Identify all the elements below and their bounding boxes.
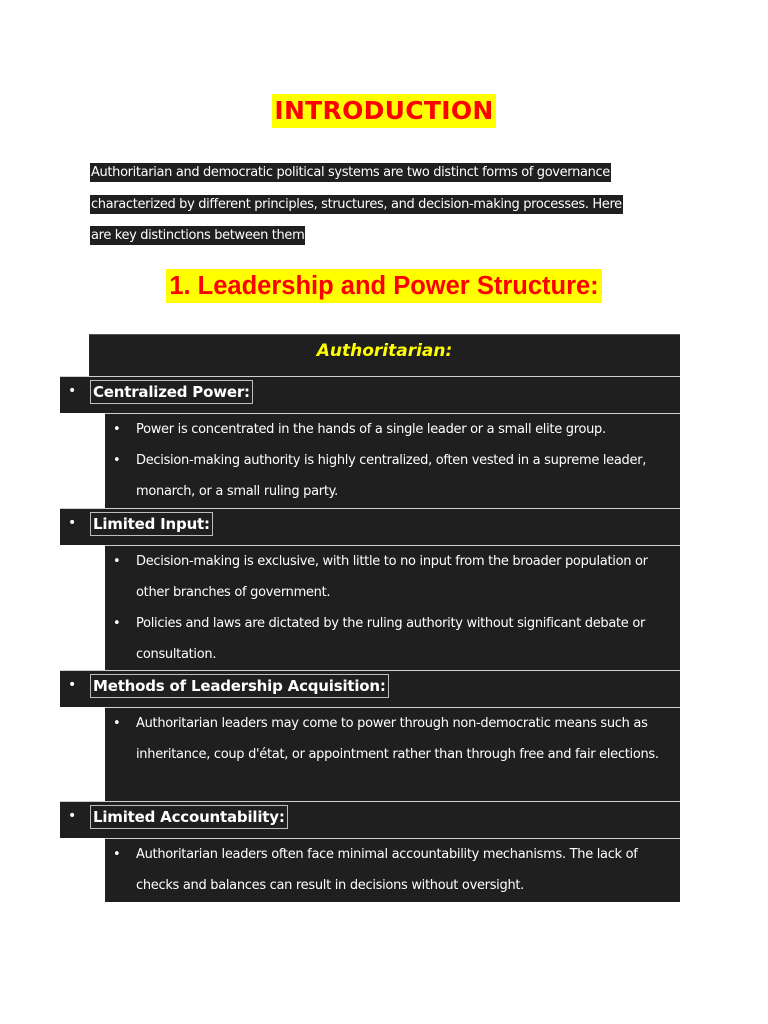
- intro-paragraph: [90, 157, 670, 252]
- point-centralized-power: [60, 376, 680, 413]
- bullet-icon: •: [113, 716, 121, 731]
- point-centralized-power-details: [105, 413, 680, 508]
- point-limited-input-details: [105, 545, 680, 670]
- title-wrapper: [0, 94, 768, 128]
- authoritarian-header: Authoritarian:: [89, 334, 680, 376]
- point-label: Limited Accountability:: [90, 805, 288, 829]
- bullet-icon: •: [113, 847, 121, 862]
- list-item: • Policies and laws are dictated by the ruling authority without significant debate or consultation.: [105, 608, 680, 670]
- bullet-icon: •: [68, 383, 77, 399]
- point-limited-accountability: [60, 801, 680, 838]
- list-item: • Authoritarian leaders may come to power through non-democratic means such as inheritance, coup d'état, or appointment rather than through free and fair elections.: [105, 708, 680, 770]
- intro-line: Authoritarian and democratic political systems are two distinct forms of governance: [91, 165, 610, 180]
- bullet-icon: •: [113, 554, 121, 569]
- bullet-icon: •: [68, 677, 77, 693]
- bullet-icon: •: [68, 515, 77, 531]
- point-label: Methods of Leadership Acquisition:: [90, 674, 389, 698]
- bullet-icon: •: [113, 422, 121, 437]
- point-limited-accountability-details: [105, 838, 680, 902]
- section-heading: 1. Leadership and Power Structure:: [166, 269, 601, 303]
- list-item: • Decision-making is exclusive, with little to no input from the broader population or other branches of government.: [105, 546, 680, 608]
- point-label: Centralized Power:: [90, 380, 253, 404]
- list-item: • Authoritarian leaders often face minimal accountability mechanisms. The lack of checks and balances can result in decisions without oversight.: [105, 839, 680, 901]
- bullet-icon: •: [113, 453, 121, 468]
- point-leadership-acquisition: [60, 670, 680, 707]
- bullet-icon: •: [68, 808, 77, 824]
- list-item: • Power is concentrated in the hands of a single leader or a small elite group.: [105, 414, 680, 445]
- point-label: Limited Input:: [90, 512, 213, 536]
- intro-line: characterized by different principles, structures, and decision-making processes. Here: [91, 196, 622, 212]
- point-limited-input: [60, 508, 680, 545]
- point-leadership-acquisition-details: [105, 707, 680, 801]
- page-title: INTRODUCTION: [272, 94, 495, 128]
- bullet-icon: •: [113, 616, 121, 631]
- section-heading-wrapper: [0, 269, 768, 303]
- list-item: • Decision-making authority is highly centralized, often vested in a supreme leader, monarch, or a small ruling party.: [105, 445, 680, 507]
- intro-line: are key distinctions between them: [91, 228, 305, 243]
